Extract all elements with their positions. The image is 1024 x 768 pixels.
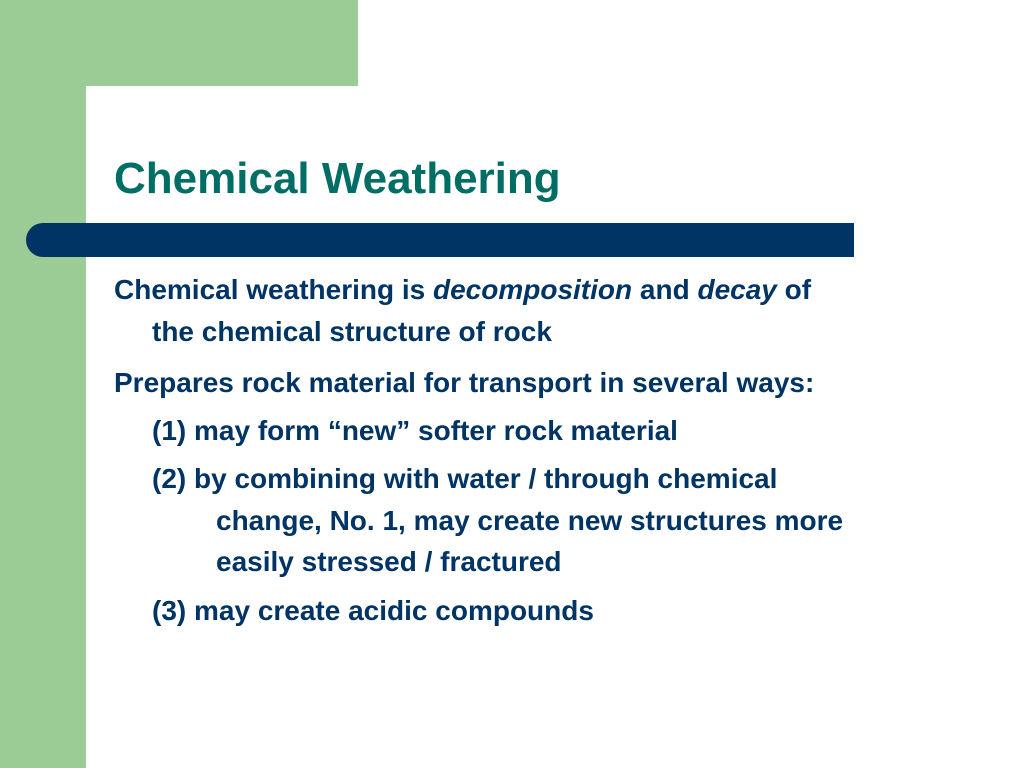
slide-title: Chemical Weathering <box>114 154 561 203</box>
left-green-band <box>0 0 86 768</box>
bullet-prepares: Prepares rock material for transport in several ways: <box>114 367 815 398</box>
top-green-block <box>0 0 358 86</box>
term-decomposition: decomposition <box>433 274 633 305</box>
title-underline-bar <box>26 223 854 257</box>
term-decay: decay <box>697 274 777 305</box>
bullet-definition-pre: Chemical weathering is <box>114 274 433 305</box>
sub-item-3: (3) may create acidic compounds <box>152 595 594 626</box>
bullet-definition-mid: and <box>632 274 698 305</box>
sub-item-2-line2: change, No. 1, may create new structures more <box>216 505 844 536</box>
bullet-definition-continuation: the chemical structure of rock <box>152 316 552 347</box>
bullet-definition-post: of <box>776 274 812 305</box>
bullet-definition <box>114 270 811 310</box>
sub-item-2-line1: (2) by combining with water / through chemical <box>152 463 778 494</box>
sub-item-2-line3: easily stressed / fractured <box>216 546 562 577</box>
sub-item-1: (1) may form “new” softer rock material <box>152 415 678 446</box>
